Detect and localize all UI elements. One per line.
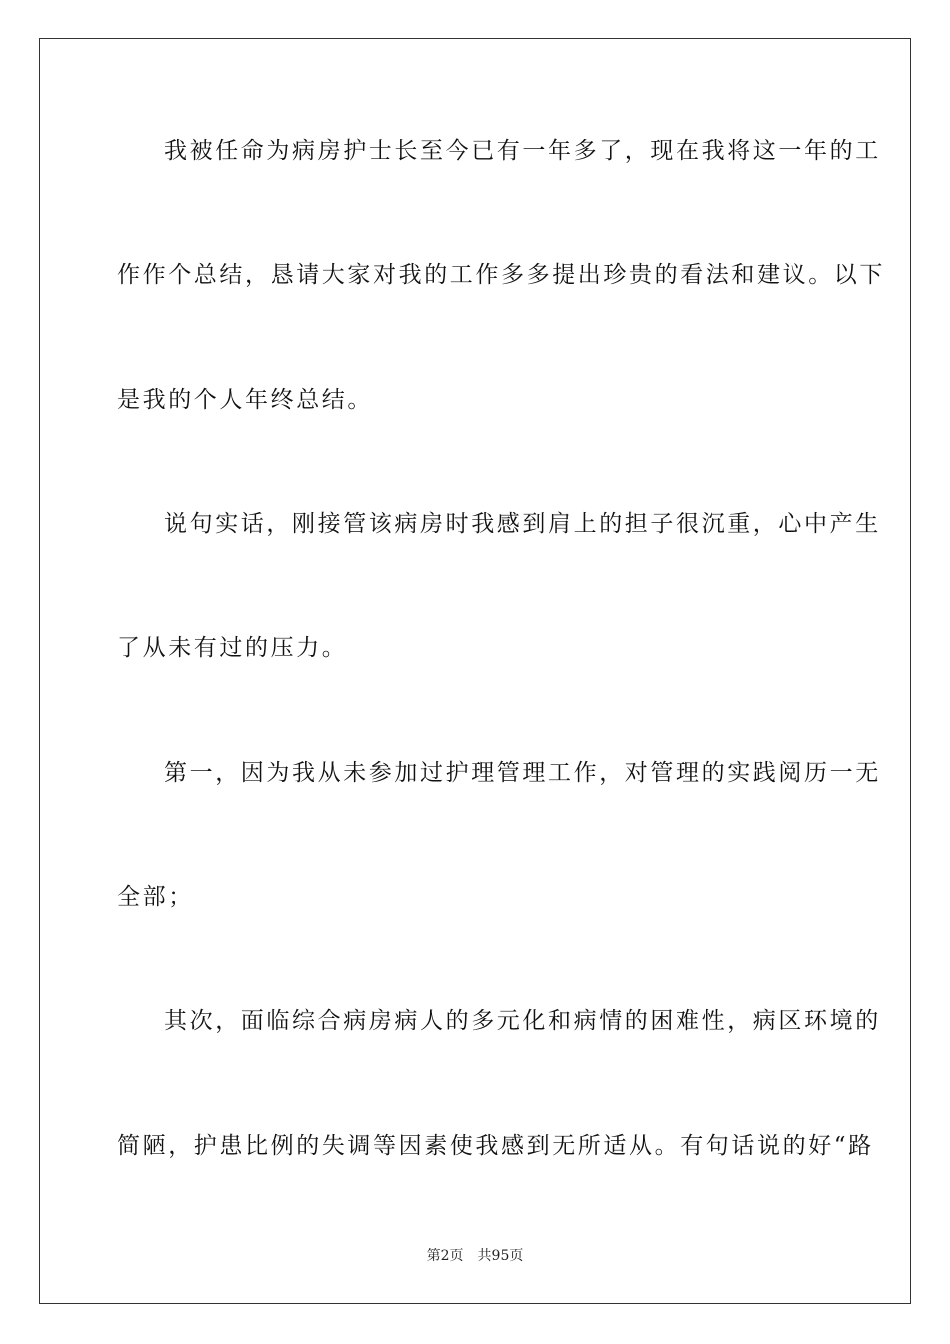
paragraph-2-line-1: 说句实话，刚接管该病房时我感到肩上的担子很沉重，心中产生 bbox=[164, 511, 881, 537]
paragraph-4-line-2: 简陋，护患比例的失调等因素使我感到无所适从。有句话说的好“路 bbox=[117, 1133, 874, 1159]
paragraph-2-line-2: 了从未有过的压力。 bbox=[117, 635, 348, 661]
paragraph-4-line-1: 其次，面临综合病房病人的多元化和病情的困难性，病区环境的 bbox=[164, 1008, 881, 1034]
paragraph-1-line-1: 我被任命为病房护士长至今已有一年多了，现在我将这一年的工 bbox=[164, 138, 881, 164]
paragraph-3-line-1: 第一，因为我从未参加过护理管理工作，对管理的实践阅历一无 bbox=[164, 760, 881, 786]
page-footer bbox=[0, 1246, 950, 1266]
page-number: 第2页 bbox=[426, 1248, 464, 1264]
total-pages: 共95页 bbox=[477, 1248, 524, 1264]
paragraph-3-line-2: 全部； bbox=[117, 884, 194, 910]
page-frame bbox=[39, 38, 911, 1304]
paragraph-1-line-2: 作作个总结，恳请大家对我的工作多多提出珍贵的看法和建议。以下 bbox=[117, 262, 885, 288]
paragraph-1-line-3: 是我的个人年终总结。 bbox=[117, 387, 373, 413]
